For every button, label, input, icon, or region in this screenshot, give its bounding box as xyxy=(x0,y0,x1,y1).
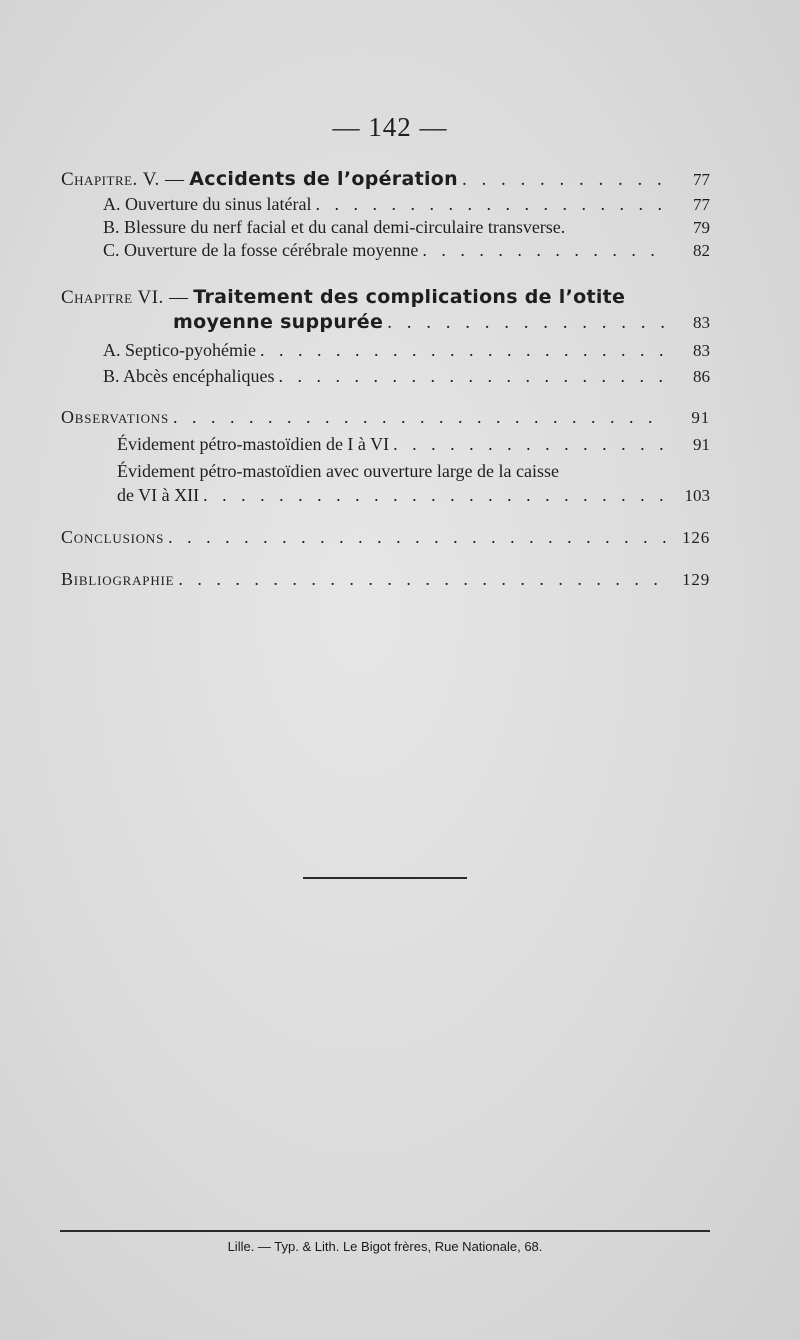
toc-item-label: Évidement pétro-mastoïdien de I à VI xyxy=(117,434,390,454)
toc-chapter-6 xyxy=(61,286,670,309)
toc-item-page: 82 xyxy=(693,241,710,260)
toc-item-page: 86 xyxy=(693,367,710,386)
chapter-5-title: Accidents de l’opération xyxy=(189,168,458,190)
printer-imprint: Lille. — Typ. & Lith. Le Bigot frères, Rue Nationale, 68. xyxy=(227,1239,543,1254)
observations-page: 91 xyxy=(691,408,710,427)
toc-bibliographie xyxy=(61,568,710,591)
toc-conclusions xyxy=(61,526,710,549)
toc-item-5a xyxy=(61,193,710,216)
toc-item-5c xyxy=(61,239,710,262)
leader-dots xyxy=(462,168,666,191)
toc-item-page: 91 xyxy=(693,435,710,454)
conclusions-page: 126 xyxy=(682,528,710,547)
toc-observation-1 xyxy=(61,433,710,456)
leader-dots xyxy=(393,433,666,456)
toc-chapter-5 xyxy=(61,168,710,191)
chapter-5-prefix: Chapitre. V. — xyxy=(61,169,185,190)
chapter-6-page: 83 xyxy=(693,313,710,332)
leader-dots xyxy=(203,484,666,507)
toc-item-label: A. Septico-pyohémie xyxy=(103,340,256,360)
toc-item-6b xyxy=(61,365,710,388)
leader-dots xyxy=(387,311,666,334)
end-rule xyxy=(303,877,467,879)
chapter-6-title-line1: Traitement des complications de l’otite xyxy=(193,286,626,308)
toc-item-6a xyxy=(61,339,710,362)
toc-item-page: 77 xyxy=(693,195,710,214)
leader-dots xyxy=(173,406,666,429)
toc-item-label: B. Blessure du nerf facial et du canal demi-circulaire transverse. xyxy=(103,217,566,237)
toc-observation-2 xyxy=(61,460,670,483)
toc-chapter-6-continued xyxy=(61,311,710,334)
leader-dots xyxy=(178,568,666,591)
toc-item-label-line2: de VI à XII xyxy=(117,485,200,505)
toc-item-label: C. Ouverture de la fosse cérébrale moyenne xyxy=(103,240,419,260)
toc-observation-2-continued xyxy=(61,484,710,507)
conclusions-label: Conclusions xyxy=(61,527,165,547)
chapter-6-title-line2: moyenne suppurée xyxy=(173,311,384,333)
leader-dots xyxy=(260,339,666,362)
page-number: — 142 — xyxy=(332,112,448,142)
bibliographie-label: Bibliographie xyxy=(61,569,175,589)
chapter-5-page: 77 xyxy=(693,170,710,189)
toc-item-page: 83 xyxy=(693,341,710,360)
toc-item-5b xyxy=(61,216,710,239)
leader-dots xyxy=(278,365,666,388)
chapter-6-prefix: Chapitre VI. — xyxy=(61,287,189,308)
toc-item-label: B. Abcès encéphaliques xyxy=(103,366,275,386)
leader-dots xyxy=(315,193,666,216)
leader-dots xyxy=(168,526,666,549)
leader-dots xyxy=(422,239,666,262)
observations-label: Observations xyxy=(61,407,170,427)
toc-item-page: 79 xyxy=(693,218,710,237)
toc-item-label: A. Ouverture du sinus latéral xyxy=(103,194,312,214)
footer-rule xyxy=(60,1230,710,1232)
bibliographie-page: 129 xyxy=(682,570,710,589)
toc-observations xyxy=(61,406,710,429)
toc-item-label-line1: Évidement pétro-mastoïdien avec ouverture large de la caisse xyxy=(117,461,559,481)
table-of-contents xyxy=(61,168,710,591)
toc-item-page: 103 xyxy=(684,486,710,505)
